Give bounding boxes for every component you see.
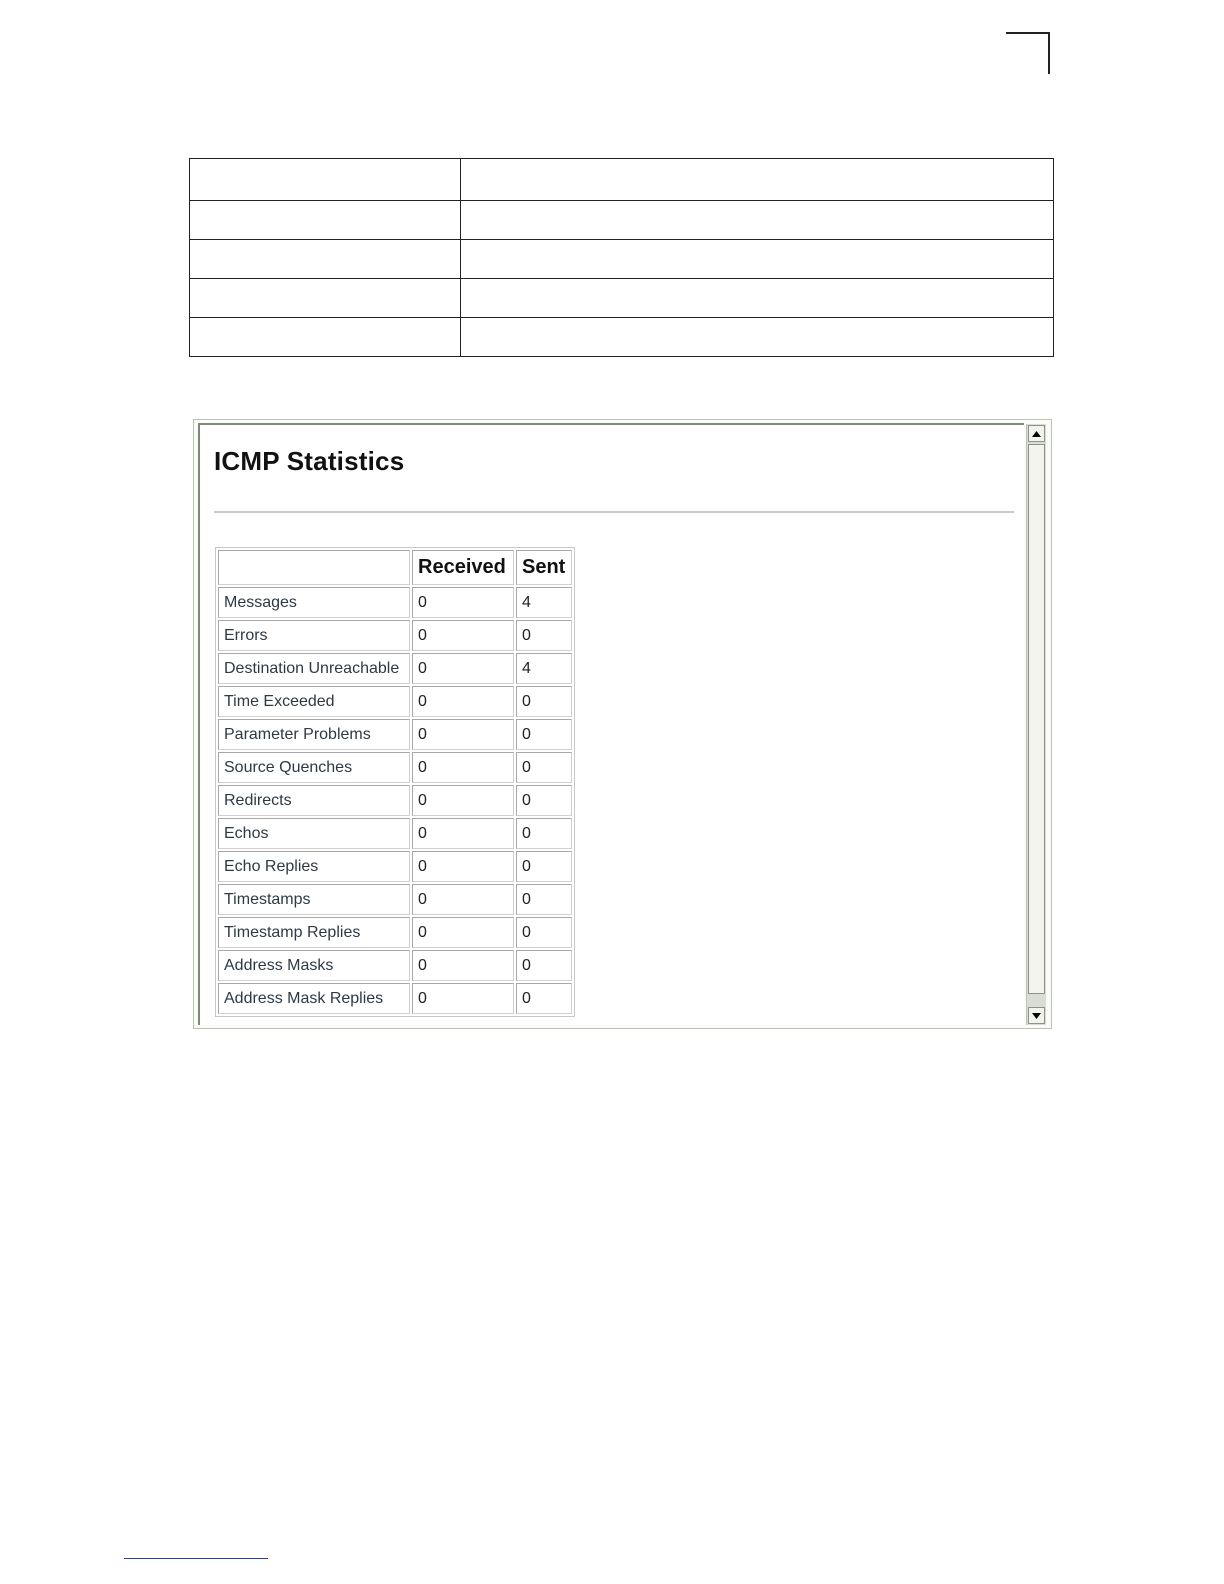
scroll-thumb[interactable] [1028,444,1045,994]
reference-table [189,158,1054,357]
received-value: 0 [412,917,514,948]
reference-table-cell [190,318,461,357]
vertical-scrollbar[interactable] [1026,424,1046,1025]
received-value: 0 [412,950,514,981]
crop-mark-horizontal [1006,32,1050,34]
sent-value: 0 [516,983,572,1014]
table-row [218,653,572,684]
received-value: 0 [412,719,514,750]
reference-table-cell [190,240,461,279]
table-row [218,851,572,882]
sent-value: 0 [516,950,572,981]
reference-table-row [190,279,1054,318]
reference-table-cell [461,201,1054,240]
crop-mark-vertical [1048,32,1050,74]
table-row [218,620,572,651]
row-label: Destination Unreachable [218,653,410,684]
screenshot-window [193,419,1052,1029]
table-row [218,917,572,948]
reference-table-cell [461,318,1054,357]
sent-value: 0 [516,785,572,816]
row-label: Address Masks [218,950,410,981]
received-value: 0 [412,620,514,651]
received-value: 0 [412,851,514,882]
sent-value: 0 [516,884,572,915]
table-row [218,983,572,1014]
sent-value: 0 [516,917,572,948]
received-value: 0 [412,587,514,618]
received-value: 0 [412,884,514,915]
sent-value: 0 [516,851,572,882]
scroll-down-arrow-icon[interactable] [1028,1007,1045,1024]
sent-value: 0 [516,719,572,750]
table-row [218,686,572,717]
reference-table-row [190,240,1054,279]
received-value: 0 [412,818,514,849]
row-label: Messages [218,587,410,618]
icmp-statistics-table [215,547,575,1017]
sent-value: 0 [516,620,572,651]
sent-value: 0 [516,818,572,849]
table-row [218,785,572,816]
page-title: ICMP Statistics [214,446,405,476]
reference-table-row [190,318,1054,357]
received-value: 0 [412,752,514,783]
sent-value: 4 [516,653,572,684]
row-label: Echos [218,818,410,849]
row-label: Errors [218,620,410,651]
table-row [218,950,572,981]
header-received: Received [412,550,514,585]
header-label-column [218,550,410,585]
footnote-rule [124,1558,268,1559]
reference-table-cell [461,240,1054,279]
table-row [218,587,572,618]
reference-table-cell [190,201,461,240]
row-label: Parameter Problems [218,719,410,750]
row-label: Source Quenches [218,752,410,783]
title-divider [214,511,1014,513]
received-value: 0 [412,785,514,816]
table-row [218,752,572,783]
received-value: 0 [412,653,514,684]
sent-value: 4 [516,587,572,618]
received-value: 0 [412,686,514,717]
reference-table-cell [190,279,461,318]
table-header-row [218,550,572,585]
table-row [218,719,572,750]
reference-table-header-row [190,159,1054,201]
row-label: Time Exceeded [218,686,410,717]
reference-table-cell [190,159,461,201]
reference-table-cell [461,279,1054,318]
content-pane [198,423,1024,1025]
row-label: Redirects [218,785,410,816]
sent-value: 0 [516,686,572,717]
row-label: Echo Replies [218,851,410,882]
table-row [218,884,572,915]
row-label: Address Mask Replies [218,983,410,1014]
row-label: Timestamp Replies [218,917,410,948]
sent-value: 0 [516,752,572,783]
reference-table-row [190,201,1054,240]
scroll-up-arrow-icon[interactable] [1028,425,1045,442]
received-value: 0 [412,983,514,1014]
table-row [218,818,572,849]
header-sent: Sent [516,550,572,585]
reference-table-cell [461,159,1054,201]
row-label: Timestamps [218,884,410,915]
